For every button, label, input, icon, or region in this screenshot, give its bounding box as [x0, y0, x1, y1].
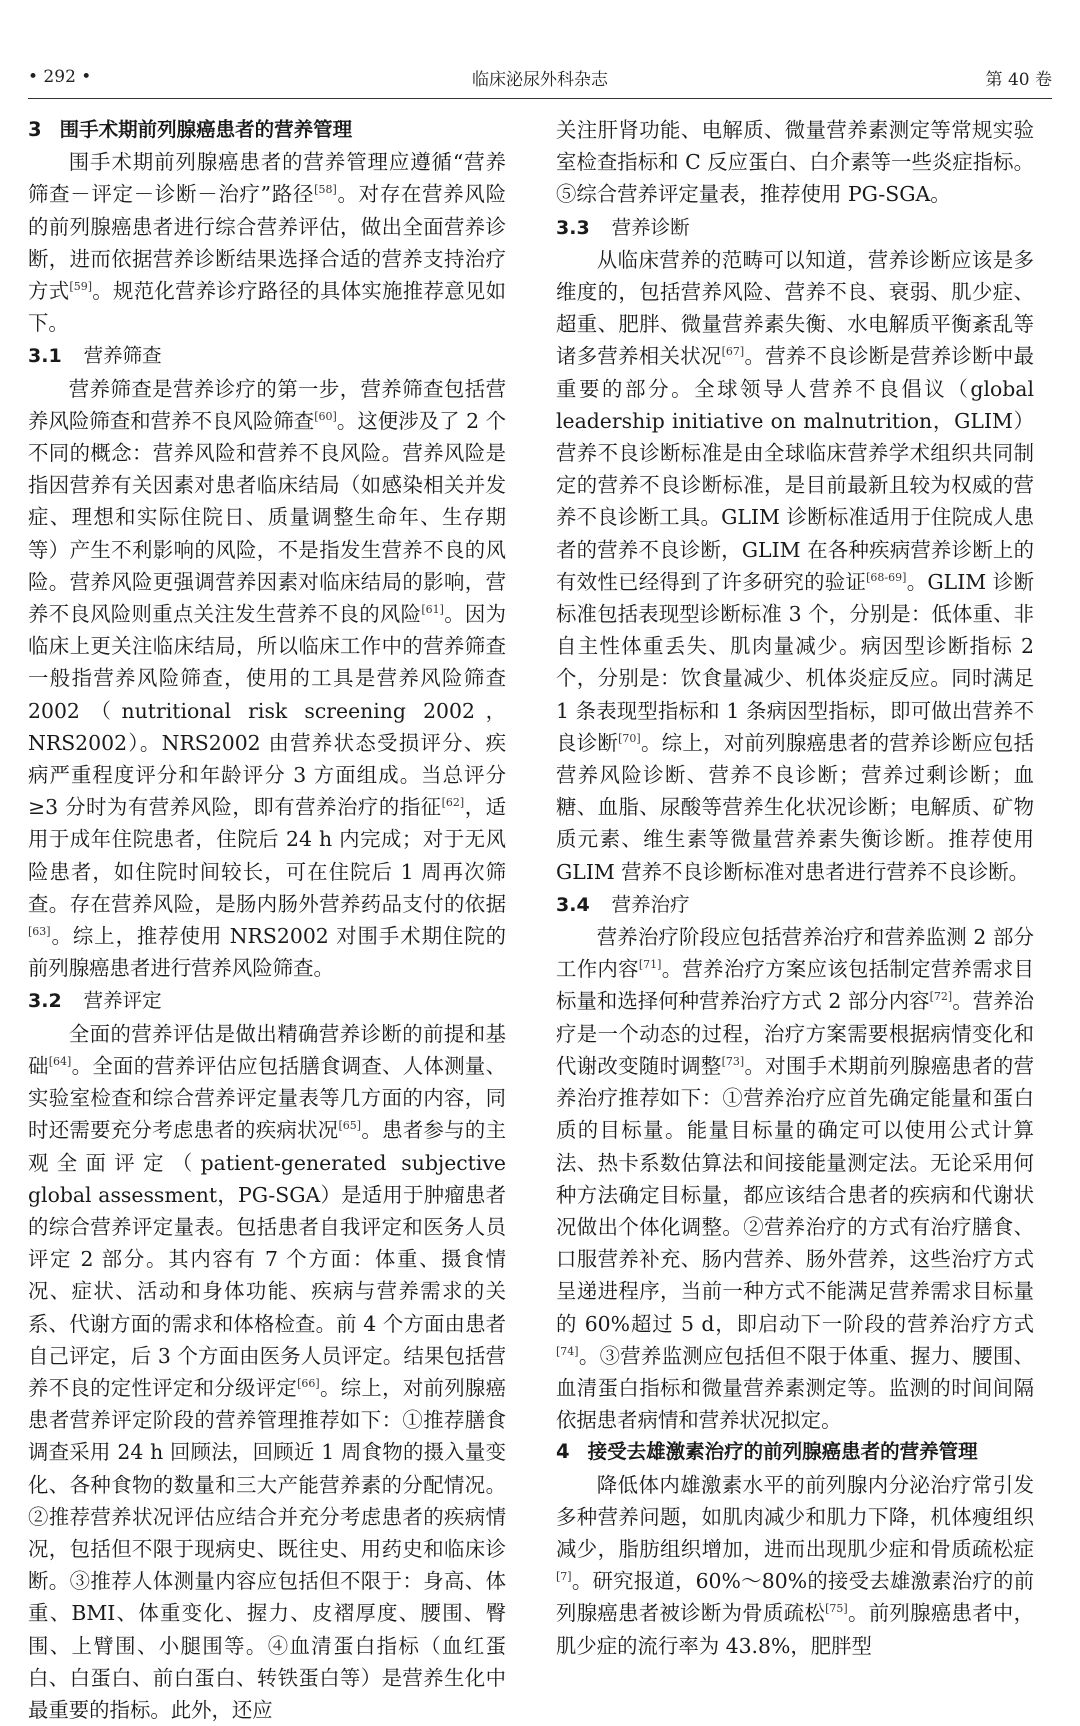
paragraph-3-2-continued: 关注肝肾功能、电解质、微量营养素测定等常规实验室检查指标和 C 反应蛋白、白介素等一些炎症指标。⑤综合营养评定量表，推荐使用 PG-SGA。: [556, 118, 1034, 207]
paragraph-3-3: 从临床营养的范畴可以知道，营养诊断应该是多维度的，包括营养风险、营养不良、衰弱、肌少症、超重、肥胖、微量营养素失衡、水电解质平衡紊乱等诸多营养相关状况[67]。营养不良诊断是营养诊断中最重要的部分。全球领导人营养不良倡议（global leadership initiative on malnutrition，GLIM）营养不良诊断标准是由全球临床营养学术组织共同制定的营养不良诊断标准，是目前最新且较为权威的营养不良诊断工具。GLIM 诊断标准适用于住院成人患者的营养不良诊断，GLIM 在各种疾病营养诊断上的有效性已经得到了许多研究的验证[68-69]。GLIM 诊断标准包括表现型诊断标准 3 个，分别是：低体重、非自主性体重丢失、肌肉量减少。病因型诊断指标 2 个，分别是：饮食量减少、机体炎症反应。同时满足 1 条表现型指标和 1 条病因型指标，即可做出营养不良诊断[70]。综上，对前列腺癌患者的营养诊断应包括营养风险诊断、营养不良诊断；营养过剩诊断；血糖、血脂、尿酸等营养生化状况诊断；电解质、矿物质元素、维生素等微量营养素失衡诊断。推荐使用 GLIM 营养不良诊断标准对患者进行营养不良诊断。: [556, 247, 1035, 884]
citation: [62]: [441, 796, 465, 810]
section-title: 营养评定: [83, 989, 162, 1013]
citation: [70]: [618, 732, 641, 746]
section-title: 接受去雄激素治疗的前列腺癌患者的营养管理: [587, 1440, 978, 1464]
citation: [73]: [721, 1055, 745, 1069]
section-3-3-heading: [556, 211, 1034, 244]
citation: [7]: [556, 1570, 572, 1584]
citation: [75]: [825, 1602, 848, 1616]
section-title: 营养治疗: [611, 892, 690, 916]
citation: [60]: [314, 410, 337, 424]
citation: [64]: [48, 1055, 72, 1069]
section-number: 3.1: [28, 345, 62, 368]
section-number: 3: [28, 118, 42, 141]
section-number: 3.3: [556, 216, 590, 239]
volume-label: 第 40 卷: [985, 69, 1052, 90]
journal-title: 临床泌尿外科杂志: [472, 69, 608, 90]
citation: [72]: [929, 990, 953, 1004]
paragraph-3-4: 营养治疗阶段应包括营养治疗和营养监测 2 部分工作内容[71]。营养治疗方案应该包括制定营养需求目标量和选择何种营养治疗方式 2 部分内容[72]。营养治疗是一个动态的过程，治疗方案需要根据病情变化和代谢改变随时调整[73]。对围手术期前列腺癌患者的营养治疗推荐如下：①营养治疗应首先确定能量和蛋白质的目标量。能量目标量的确定可以使用公式计算法、热卡系数估算法和间接能量测定法。无论采用何种方法确定目标量，都应该结合患者的疾病和代谢状况做出个体化调整。②营养治疗的方式有治疗膳食、口服营养补充、肠内营养、肠外营养，这些治疗方式呈递进程序，当前一种方式不能满足营养需求目标量的 60%超过 5 d，即启动下一阶段的营养治疗方式[74]。③营养监测应包括但不限于体重、握力、腰围、血清蛋白指标和微量营养素测定等。监测的时间间隔依据患者病情和营养状况拟定。: [556, 925, 1035, 1433]
section-3-1-heading: [28, 339, 506, 372]
section-number: 3.2: [28, 990, 62, 1013]
citation: [63]: [28, 925, 51, 939]
section-number: 4: [556, 1440, 570, 1464]
page-number: • 292 •: [28, 67, 92, 87]
citation: [66]: [297, 1377, 320, 1391]
section-3-2-heading: [28, 984, 506, 1017]
section-title: 营养诊断: [611, 215, 690, 239]
paragraph-3-2: 全面的营养评估是做出精确营养诊断的前提和基础[64]。全面的营养评估应包括膳食调查、人体测量、实验室检查和综合营养评定量表等几方面的内容，同时还需要充分考虑患者的疾病状况[65]。患者参与的主观全面评定（patient-generated subjective global assessment，PG-SGA）是适用于肿瘤患者的综合营养评定量表。包括患者自我评定和医务人员评定 2 部分。其内容有 7 个方面：体重、摄食情况、症状、活动和身体功能、疾病与营养需求的关系、代谢方面的需求和体格检查。前 4 个方面由患者自己评定，后 3 个方面由医务人员评定。结果包括营养不良的定性评定和分级评定[66]。综上，对前列腺癌患者营养评定阶段的营养管理推荐如下：①推荐膳食调查采用 24 h 回顾法，回顾近 1 周食物的摄入量变化、各种食物的数量和三大产能营养素的分配情况。②推荐营养状况评估应结合并充分考虑患者的疾病情况，包括但不限于现病史、既往史、用药史和临床诊断。③推荐人体测量内容应包括但不限于：身高、体重、BMI、体重变化、握力、皮褶厚度、腰围、臀围、上臂围、小腿围等。④血清蛋白指标（血红蛋白、白蛋白、前白蛋白、转铁蛋白等）是营养生化中最重要的指标。此外，还应: [28, 1021, 507, 1722]
paragraph-3-1: 营养筛查是营养诊疗的第一步，营养筛查包括营养风险筛查和营养不良风险筛查[60]。这便涉及了 2 个不同的概念：营养风险和营养不良风险。营养风险是指因营养有关因素对患者临床结局（如感染相关并发症、理想和实际住院日、质量调整生命年、生存期等）产生不利影响的风险，不是指发生营养不良的风险。营养风险更强调营养因素对临床结局的影响，营养不良风险则重点关注发生营养不良的风险[61]。因为临床上更关注临床结局，所以临床工作中的营养筛查一般指营养风险筛查，使用的工具是营养风险筛查 2002（nutritional risk screening 2002，NRS2002）。NRS2002 由营养状态受损评分、疾病严重程度评分和年龄评分 3 方面组成。当总评分≥3 分时为有营养风险，即有营养治疗的指征[62]，适用于成年住院患者，住院后 24 h 内完成；对于无风险患者，如住院时间较长，可在住院后 1 周再次筛查。存在营养风险，是肠内肠外营养药品支付的依据[63]。综上，推荐使用 NRS2002 对围手术期住院的前列腺癌患者进行营养风险筛查。: [28, 376, 507, 981]
citation: [59]: [69, 280, 92, 294]
section-title: 营养筛查: [83, 344, 162, 368]
section-number: 3.4: [556, 893, 590, 916]
citation: [58]: [314, 183, 337, 197]
section-4-heading: [556, 1436, 1034, 1468]
section-3-4-heading: [556, 888, 1034, 921]
citation: [71]: [638, 958, 662, 972]
paragraph-3-intro: 围手术期前列腺癌患者的营养管理应遵循“营养筛查－评定－诊断－治疗”路径[58]。对存在营养风险的前列腺癌患者进行综合营养评估，做出全面营养诊断，进而依据营养诊断结果选择合适的营养支持治疗方式[59]。规范化营养诊疗路径的具体实施推荐意见如下。: [28, 150, 507, 336]
citation: [68-69]: [866, 571, 907, 585]
citation: [65]: [338, 1119, 362, 1133]
header-divider: [28, 98, 1052, 99]
section-3-heading: [28, 114, 506, 146]
left-column: [28, 114, 506, 1726]
section-title: 围手术期前列腺癌患者的营养管理: [59, 118, 353, 141]
right-column: [556, 114, 1034, 1662]
running-header: [28, 62, 1052, 92]
citation: [67]: [721, 345, 745, 359]
citation: [74]: [556, 1344, 579, 1358]
citation: [61]: [421, 603, 444, 617]
paragraph-4: 降低体内雄激素水平的前列腺内分泌治疗常引发多种营养问题，如肌肉减少和肌力下降，机体瘦组织减少，脂肪组织增加，进而出现肌少症和骨质疏松症[7]。研究报道，60%～80%的接受去雄激素治疗的前列腺癌患者被诊断为骨质疏松[75]。前列腺癌患者中，肌少症的流行率为 43.8%，肥胖型: [556, 1472, 1035, 1658]
